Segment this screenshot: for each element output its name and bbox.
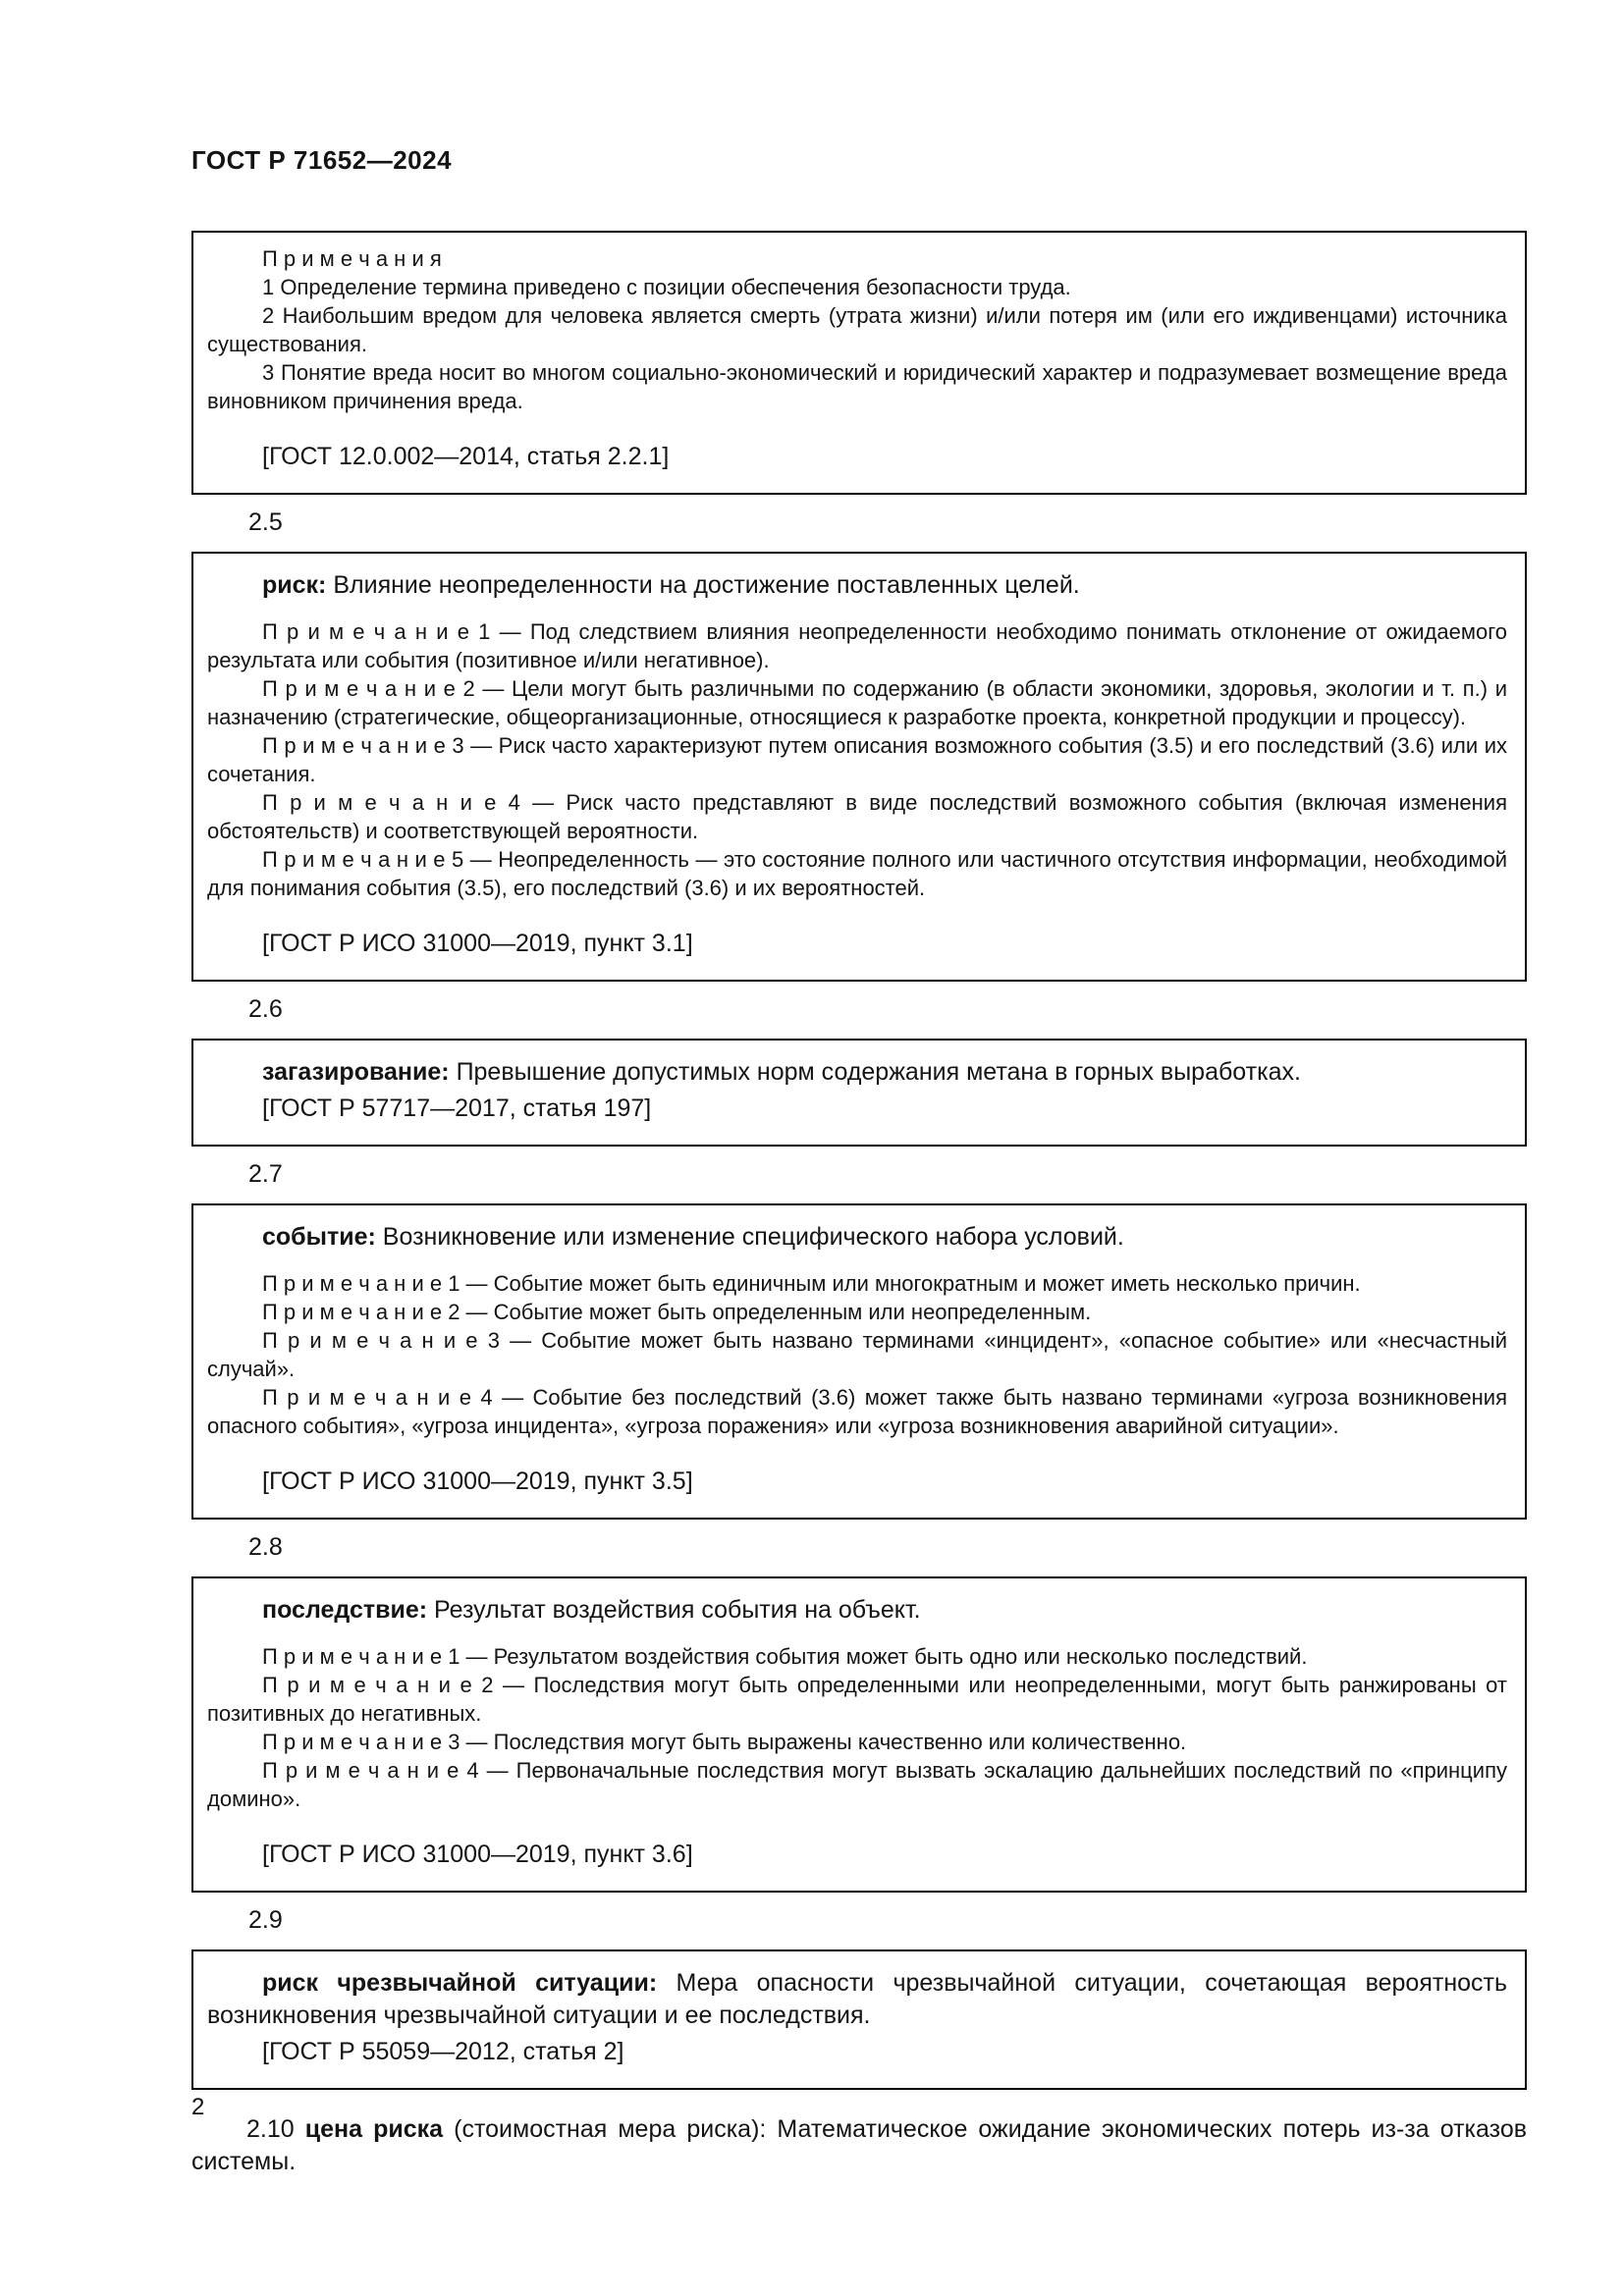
term-event: событие: — [262, 1223, 376, 1251]
note-1: П р и м е ч а н и е 1 — Под следствием влияния неопределенности необходимо понимать отклонение от ожидаемого результата или события (позитивное и/или негативное). — [207, 619, 1507, 672]
term-risk: риск: — [262, 571, 327, 599]
definition-text: Превышение допустимых норм содержания метана в горных выработках. — [456, 1058, 1301, 1086]
term-price-of-risk: цена риска — [304, 2115, 444, 2143]
note-3: 3 Понятие вреда носит во многом социально-экономический и юридический характер и подразумевает возмещение вреда виновником причинения вреда. — [207, 360, 1507, 413]
notes-block — [207, 1642, 1507, 1813]
source-reference: [ГОСТ Р ИСО 31000—2019, пункт 3.1] — [262, 930, 693, 957]
clause-number-2-8: 2.8 — [248, 1533, 283, 1561]
note-3: П р и м е ч а н и е 3 — Последствия могут быть выражены качественно или количественно. — [262, 1730, 1187, 1754]
notes-block — [207, 1269, 1507, 1440]
note-2: 2 Наибольшим вредом для человека является смерть (утрата жизни) и/или потеря им (или его иждивенцами) источника существования. — [207, 303, 1507, 356]
definition-text: Влияние неопределенности на достижение поставленных целей. — [333, 571, 1080, 599]
term-box-risk — [191, 552, 1527, 982]
term-consequence: последствие: — [262, 1596, 428, 1624]
term-definition-consequence — [207, 1594, 1507, 1627]
note-3: П р и м е ч а н и е 3 — Риск часто характеризуют путем описания возможного события (3.5) и его последствий (3.6) или их сочетания. — [207, 733, 1507, 786]
term-definition-event — [207, 1221, 1507, 1254]
definition-text: Мера опасности чрезвычайной ситуации, сочетающая вероятность возникновения чрезвычайной ситуации и ее последствия. — [207, 1969, 1508, 2029]
definition-text: Результат воздействия события на объект. — [434, 1596, 921, 1624]
note-3: П р и м е ч а н и е 3 — Событие может быть названо терминами «инцидент», «опасное событие» или «несчастный случай». — [207, 1328, 1507, 1381]
source-reference: [ГОСТ 12.0.002—2014, статья 2.2.1] — [262, 443, 670, 470]
term-definition-gas — [207, 1056, 1507, 1089]
term-box-emergency-risk — [191, 1949, 1527, 2090]
source-reference: [ГОСТ Р ИСО 31000—2019, пункт 3.6] — [262, 1841, 693, 1868]
note-5: П р и м е ч а н и е 5 — Неопределенность — это состояние полного или частичного отсутствия информации, необходимой для понимания события (3.5), его последствий (3.6) и их вероятностей. — [207, 847, 1507, 900]
definition-text: (стоимостная мера риска): Математическое ожидание экономических потерь из-за отказов системы. — [191, 2115, 1528, 2175]
term-box-2-4-notes — [191, 231, 1527, 495]
clause-number-2-9: 2.9 — [248, 1906, 283, 1934]
term-box-event — [191, 1203, 1527, 1520]
term-box-consequence — [191, 1576, 1527, 1893]
definition-text: Возникновение или изменение специфического набора условий. — [382, 1223, 1124, 1251]
note-2: П р и м е ч а н и е 2 — Событие может быть определенным или неопределенным. — [262, 1300, 1092, 1324]
clause-number-2-7: 2.7 — [248, 1160, 283, 1188]
clause-number-2-6: 2.6 — [248, 995, 283, 1023]
note-2: П р и м е ч а н и е 2 — Последствия могут быть определенными или неопределенными, могут быть ранжированы от позитивных до негативных. — [207, 1673, 1507, 1726]
source-reference: [ГОСТ Р 57717—2017, статья 197] — [262, 1095, 652, 1122]
note-2: П р и м е ч а н и е 2 — Цели могут быть различными по содержанию (в области экономики, здоровья, экологии и т. п.) и назначению (стратегические, общеорганизационные, относящиеся к разработке проекта, конкретной продукции и процессу). — [207, 676, 1507, 729]
term-definition-risk — [207, 569, 1507, 602]
notes-heading: П р и м е ч а н и я — [262, 246, 442, 271]
notes-block — [207, 617, 1507, 902]
source-reference: [ГОСТ Р ИСО 31000—2019, пункт 3.5] — [262, 1468, 693, 1495]
page-number: 2 — [191, 2094, 205, 2120]
note-4: П р и м е ч а н и е 4 — Событие без последствий (3.6) может также быть названо терминами «угроза возникновения опасного события», «угроза инцидента», «угроза поражения» или «угроза возникновения аварийной ситуации». — [207, 1385, 1507, 1438]
document-header: ГОСТ Р 71652—2024 — [191, 145, 453, 175]
term-definition-emergency-risk — [207, 1967, 1507, 2032]
source-reference: [ГОСТ Р 55059—2012, статья 2] — [262, 2038, 624, 2065]
note-1: П р и м е ч а н и е 1 — Результатом воздействия события может быть одно или несколько последствий. — [262, 1644, 1308, 1669]
clause-2-10 — [191, 2113, 1527, 2178]
note-1: 1 Определение термина приведено с позиции обеспечения безопасности труда. — [262, 275, 1071, 299]
term-box-gas-contamination — [191, 1039, 1527, 1147]
note-1: П р и м е ч а н и е 1 — Событие может быть единичным или многократным и может иметь несколько причин. — [262, 1271, 1361, 1296]
term-emergency-risk: риск чрезвычайной ситуации: — [262, 1969, 658, 1997]
clause-number: 2.10 — [246, 2115, 295, 2143]
note-4: П р и м е ч а н и е 4 — Первоначальные последствия могут вызвать эскалацию дальнейших последствий по «принципу домино». — [207, 1758, 1507, 1811]
clause-number-2-5: 2.5 — [248, 508, 283, 536]
note-4: П р и м е ч а н и е 4 — Риск часто представляют в виде последствий возможного события (включая изменения обстоятельств) и соответствующей вероятности. — [207, 790, 1507, 843]
term-gas-contamination: загазирование: — [262, 1058, 450, 1086]
